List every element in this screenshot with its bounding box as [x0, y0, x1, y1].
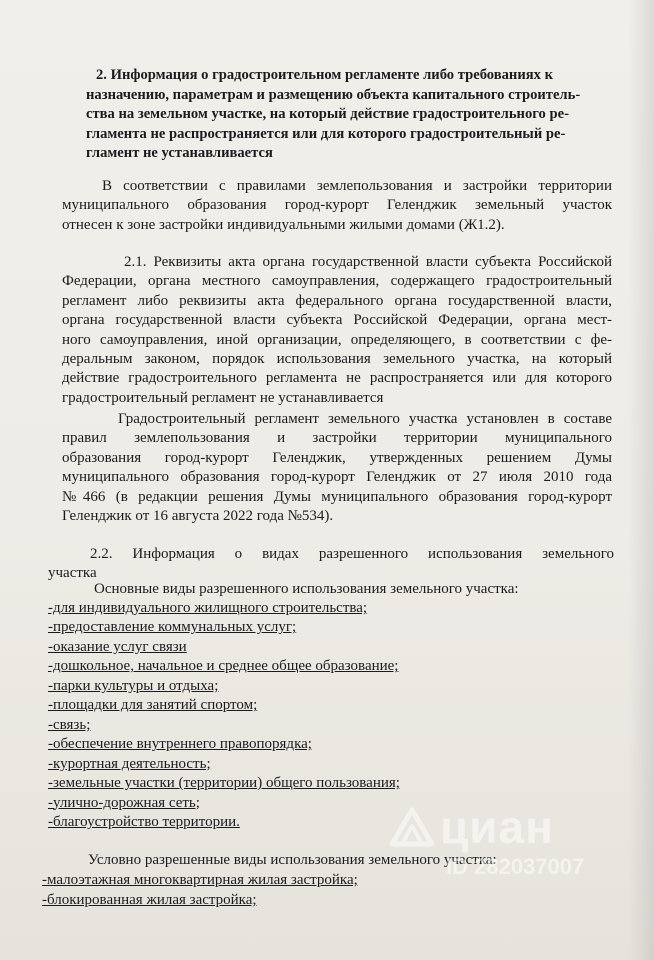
list-item: -обеспечение внутреннего правопорядка; — [48, 736, 312, 753]
paragraph-line: регламент либо реквизиты акта федерального органа государственной власти, — [62, 292, 612, 309]
paragraph-line: действие градостроительного регламента не распространяется или для которого — [62, 370, 612, 387]
paragraph-line: 2.2. Информация о видах разрешенного использования земельного — [90, 546, 614, 562]
list-item: -блокированная жилая застройка; — [42, 892, 257, 908]
list-item: -парки культуры и отдыха; — [48, 677, 219, 694]
list-item: -курортная деятельность; — [48, 755, 211, 772]
main-uses-title-text: Основные виды разрешенного использования земельного участка: — [94, 581, 519, 597]
section-2-2-title — [48, 545, 614, 584]
page-edge-shadow — [628, 0, 654, 960]
list-item: -дошкольное, начальное и среднее общее образование; — [48, 658, 399, 675]
list-item: -для индивидуального жилищного строительства; — [48, 600, 368, 616]
paragraph-line: отнесен к зоне застройки индивидуальными жилыми домами (Ж1.2). — [62, 216, 505, 233]
paragraph-line: Градостроительный регламент земельного участка установлен в составе — [118, 411, 612, 427]
paragraph-line: 2.1. Реквизиты акта органа государственной власти субъекта Российской — [124, 254, 612, 270]
paragraph-line: №466 (в редакции решения Думы муниципального образования город-курорт — [62, 488, 612, 505]
watermark-brand: циан — [440, 801, 554, 853]
cian-house-icon — [388, 804, 436, 857]
paragraph-line: В соответствии с правилами землепользования и застройки территории — [102, 178, 612, 194]
list-item: -улично-дорожная сеть; — [48, 794, 200, 811]
paragraph-line: градостроительный регламент не устанавливается — [62, 389, 384, 406]
paragraph-line: ного самоуправления, иной организации, определяющего, в соответствии с фе- — [62, 331, 612, 348]
paragraph-line: муниципального образования город-курорт Геленджик от 27 июля 2010 года — [62, 469, 612, 486]
paragraph-line: Федерации, органа местного самоуправления, содержащего градостроительный — [62, 273, 612, 290]
paragraph-line: органа государственной власти субъекта Российской Федерации, органа мест- — [62, 312, 612, 329]
main-uses-title — [94, 580, 614, 599]
conditional-uses-title-text: Условно разрешенные виды использования земельного участка: — [88, 852, 497, 868]
section-2-heading — [86, 66, 614, 164]
watermark-id: ID 282037007 — [446, 854, 585, 879]
list-item: -благоустройство территории. — [48, 813, 240, 830]
paragraph-line: деральным законом, порядок использования земельного участка, на который — [62, 351, 612, 368]
heading-line: ства на земельном участке, на который действие градостроительного ре- — [86, 106, 569, 123]
heading-line: гламент не устанавливается — [86, 145, 273, 162]
paragraph-line: Геленджик от 16 августа 2022 года №534). — [62, 508, 334, 525]
list-item: -площадки для занятий спортом; — [48, 697, 258, 714]
paragraph-line: образования город-курорт Геленджик, утвержденных решением Думы — [62, 449, 612, 466]
regulation-paragraph — [62, 410, 612, 526]
section-2-1-paragraph — [62, 253, 612, 408]
list-item: -оказание услуг связи — [48, 638, 187, 655]
heading-line: 2. Информация о градостроительном регламенте либо требованиях к — [96, 67, 553, 83]
paragraph-line: муниципального образования город-курорт Геленджик земельный участок — [62, 197, 612, 214]
heading-line: гламента не распространяется или для которого градостроительный ре- — [86, 125, 566, 142]
list-item: -малоэтажная многоквартирная жилая застройка; — [42, 872, 358, 888]
list-item: -земельные участки (территории) общего пользования; — [48, 775, 400, 792]
list-item: -предоставление коммунальных услуг; — [48, 619, 297, 636]
zone-paragraph — [62, 177, 612, 235]
heading-line: назначению, параметрам и размещению объекта капитального строитель- — [86, 86, 581, 103]
cian-watermark — [388, 796, 628, 886]
paragraph-line: участка — [48, 565, 97, 582]
paragraph-line: правил землепользования и застройки территории муниципального — [62, 430, 612, 447]
list-item: -связь; — [48, 716, 91, 733]
